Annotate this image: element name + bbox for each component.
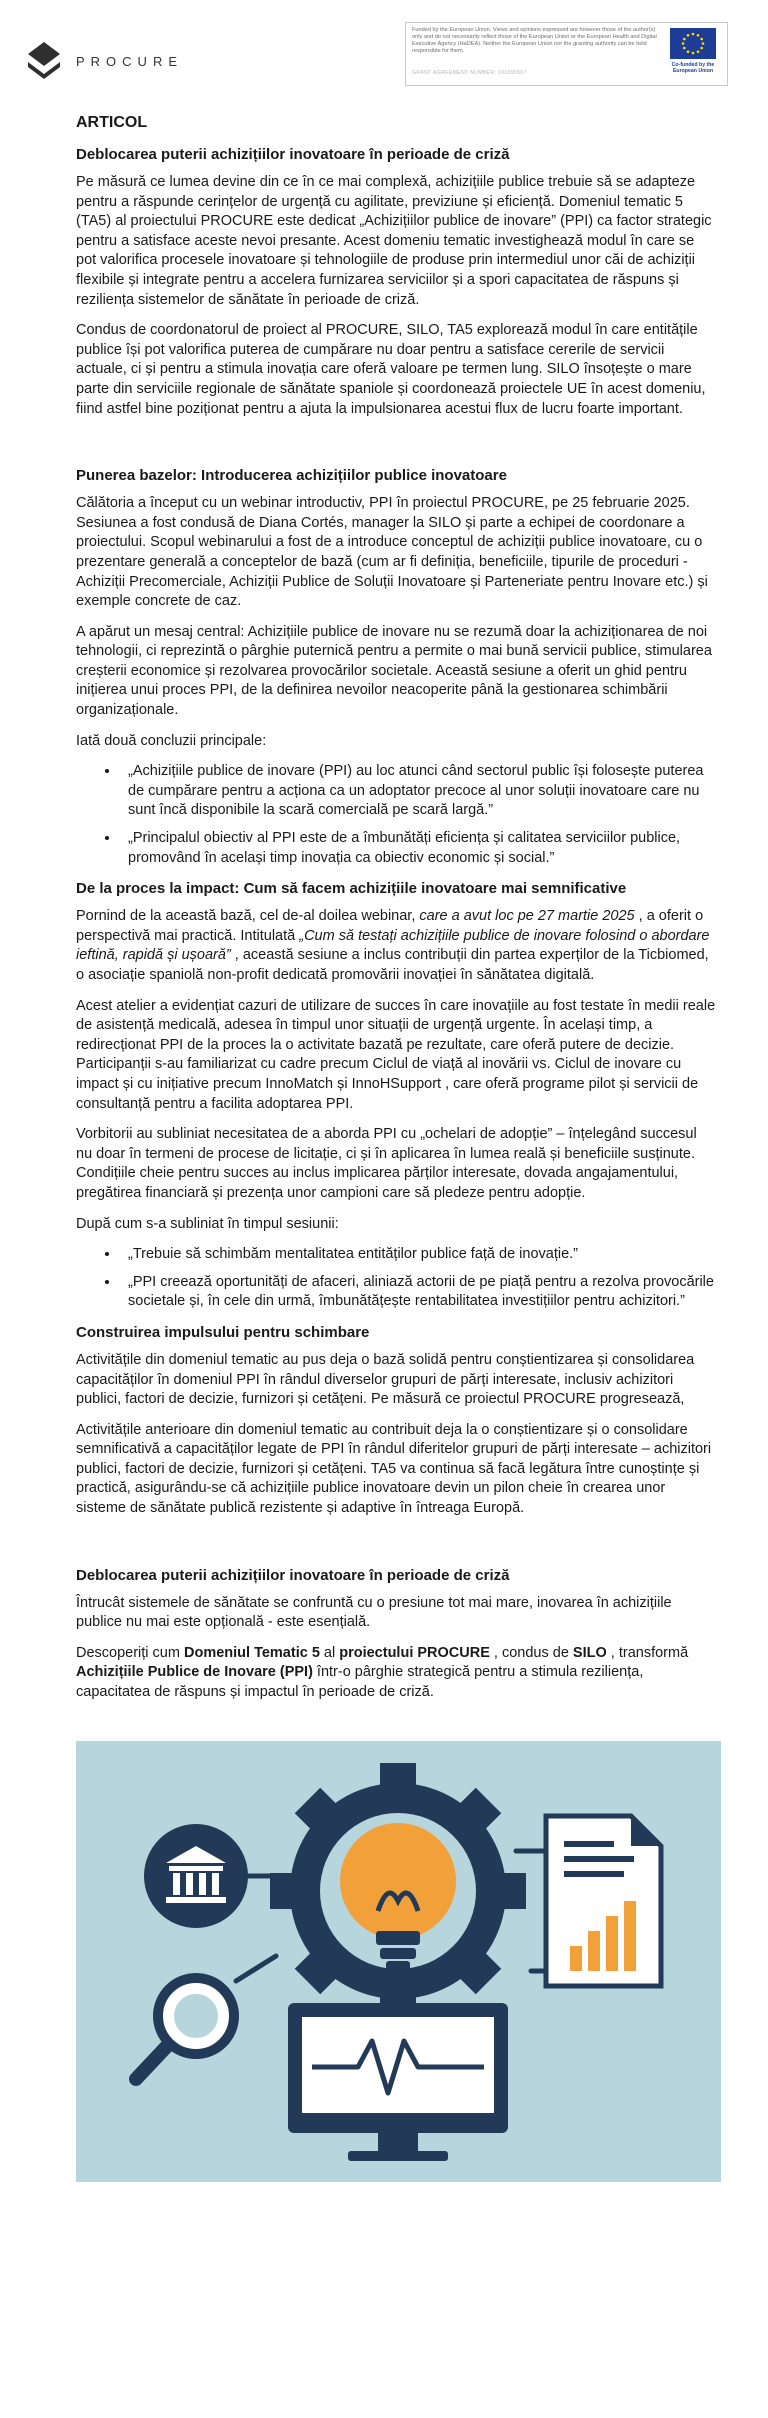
- text-run: , condus de: [489, 1644, 573, 1661]
- text-run: într-o pârghie strategică pentru a stimula reziliența, capacitatea de răspuns și impactul în perioade de criză.: [76, 1664, 644, 1701]
- list-item: • „Trebuie să schimbăm mentalitatea entităților publice față de inovație.”: [120, 1245, 716, 1265]
- spacer: [76, 430, 716, 466]
- text-run: , transformă: [606, 1644, 689, 1661]
- text-run: , această sesiune a inclus contribuții din partea experților de la Ticbiomed, o asociație spaniolă non-profit dedicată promovării inovației în sănătatea digitală.: [76, 947, 709, 983]
- list-item: • „Principalul obiectiv al PPI este de a îmbunătăți eficiența și calitatea serviciilor publice, promovând în același timp inovația ca obiectiv economic și social.”: [120, 829, 716, 868]
- procure-logo[interactable]: [24, 40, 183, 80]
- section-paragraph: Activitățile din domeniul tematic au pus deja o bază solidă pentru conștientizarea și consolidarea capacităților în domeniul PPI în rândul diverselor grupuri de părți interesate, inclusiv achizitori publici, factori de decizie, furnizori și cetățeni. Pe măsură ce proiectul PROCURE progresează,: [76, 1351, 695, 1408]
- closing-heading: Deblocarea puterii achizițiilor inovatoare în perioade de criză: [76, 1566, 510, 1584]
- bold-run: Achizițiile Publice de Inovare (PPI): [76, 1664, 313, 1681]
- list-item: • „Achizițiile publice de inovare (PPI) au loc atunci când sectorul public își folosește puterea de cumpărare pentru a acționa ca un adoptator precoce al unor soluții inovatoare care nu sunt încă disponibile la scară comercială pe scară largă.”: [120, 762, 716, 821]
- text-run: Pornind de la această bază, cel de-al doilea webinar,: [76, 908, 420, 925]
- eu-emblem: [667, 28, 719, 74]
- section-heading: De la proces la impact: Cum să facem achizițiile inovatoare mai semnificative: [76, 880, 627, 898]
- intro-paragraph: Condus de coordonatorul de proiect al PROCURE, SILO, TA5 explorează modul în care entitățile publice își pot valorifica puterea de cumpărare nu doar pentru a satisface cererile de servicii actuale, ci și pentru a stimula inovația care oferă valoare pe termen lung. SILO însoțește o mare parte din serviciile regionale de sănătate spaniole și coordonează proiectele UE în acest domeniu, fiind astfel bine poziționat pentru a ajuta la impulsionarea acestui flux de lucru foarte important.: [76, 322, 706, 417]
- bold-run: Domeniul Tematic 5: [183, 1644, 320, 1661]
- section-paragraph: Acest atelier a evidențiat cazuri de utilizare de succes în care inovațiile au fost testate în medii reale de asistență medicală, adesea în timpul unor situații de urgență urgente. În același timp, a redirecționat PPI de la proces la o activitate bazată pe rezultate, care oferă putere de decizie. Participanții s-au familiarizat cu cadre precum Ciclul de viață al inovării vs. Ciclul de inovare cu impact și cu inițiative precum InnoMatch și InnoHSupport , care oferă programe pilot și servicii de consultanță pentru a facilita adoptarea PPI.: [76, 997, 716, 1112]
- bold-run: proiectului PROCURE: [339, 1644, 490, 1661]
- closing-paragraph: Întrucât sistemele de sănătate se confruntă cu o presiune tot mai mare, inovarea în achizițiile publice nu mai este opțională - este esențială.: [76, 1594, 672, 1631]
- section-heading: Construirea impulsului pentru schimbare: [76, 1323, 370, 1341]
- list-item: • „PPI creează oportunități de afaceri, aliniază actorii de pe piață pentru a rezolva provocările societale și, în cele din urmă, îmbunătățește rentabilitatea investițiilor pentru achizitori.”: [120, 1273, 716, 1312]
- monitor-pulse-icon: [288, 2003, 508, 2161]
- text-run: al: [319, 1644, 340, 1661]
- institution-icon: [144, 1824, 248, 1928]
- eu-flag-icon: [670, 28, 716, 59]
- section-paragraph: Călătoria a început cu un webinar introductiv, PPI în proiectul PROCURE, pe 25 februarie 2025. Sesiunea a fost condusă de Diana Cortés, manager la SILO și parte a echipei de coordonare a proiectului. Scopul webinarului a fost de a introduce conceptul de achiziții publice inovatoare, cu o prezentare generală a conceptelor de bază (cum ar fi definiția, beneficiile, tipurile de proceduri - Achiziții Precomerciale, Achiziții Publice de Soluții Inovatoare și Parteneriate pentru Inovare etc.) și exemple concrete de caz.: [76, 495, 708, 610]
- article-title: Deblocarea puterii achizițiilor inovatoare în perioade de criză: [76, 146, 510, 163]
- section-paragraph: Vorbitorii au subliniat necesitatea de a aborda PPI cu „ochelari de adopție” – înțelegând succesul nu doar în termeni de procese de licitație, ci și în aplicarea în lumea reală și beneficiile susținute. Condițiile cheie pentru succes au inclus implicarea părților interesate, dovada angajamentului, pregătirea financiară și prezența unor campioni care să pledeze pentru adopție.: [76, 1126, 697, 1201]
- article: [76, 113, 716, 2182]
- closing-paragraph: [76, 1644, 716, 1703]
- conclusions-list: [76, 762, 716, 868]
- list-intro: După cum s-a subliniat în timpul sesiunii:: [76, 1215, 339, 1232]
- bold-run: SILO: [572, 1644, 607, 1661]
- section-paragraph: [76, 907, 716, 985]
- text-run: , a oferit o perspectivă mai practică. Intitulată: [76, 908, 704, 944]
- section-paragraph: Activitățile anterioare din domeniul tematic au contribuit deja la o conștientizare și o consolidare semnificativă a capacităților legate de PPI în rândul diferitelor grupuri de părți interesate – achizitori publici, factori de decizie, furnizori și cetățeni. TA5 va continua să facă legătura între cunoștințe și practică, asigurându-se că achizițiile publice inovatoare devin un pilon cheie în crearea unor sisteme de sănătate publică rezistente și adaptive în întreaga Europă.: [76, 1421, 712, 1517]
- grant-agreement: GRANT AGREEMENT NUMBER: 101095507: [412, 70, 527, 76]
- article-label: ARTICOL: [76, 114, 148, 131]
- report-chart-icon: [546, 1816, 661, 1986]
- brand-name: PROCURE: [76, 53, 184, 69]
- innovation-illustration: [76, 1741, 721, 2182]
- quotes-list: [76, 1245, 716, 1312]
- cofunded-label: Co-funded by the European Union: [671, 62, 715, 75]
- webinar-title: „Cum să testați achizițiile publice de inovare folosind o abordare ieftină, rapidă și ușoară”: [76, 927, 710, 964]
- header: [0, 0, 768, 100]
- eu-funding-notice: [405, 22, 728, 86]
- text-run: Descoperiți cum: [76, 1644, 184, 1661]
- spacer: [76, 1714, 716, 1741]
- magnifier-icon: [136, 1978, 234, 2079]
- list-intro: Iată două concluzii principale:: [76, 732, 267, 749]
- intro-paragraph: Pe măsură ce lumea devine din ce în ce mai complexă, achizițiile publice trebuie să se adapteze pentru a răspunde cerințelor de urgență cu agilitate, previziune și eficiență. Domeniul tematic 5 (TA5) al proiectului PROCURE este dedicat „Achizițiilor publice de inovare” (PPI) ca factor strategic pentru a satisface aceste nevoi presante. Acest domeniu tematic investighează modul în care se pot valorifica procesele inovatoare și tehnologiile de produse prin intermediul unor căi de achiziții flexibile și integrate pentru a accelera furnizarea serviciilor și a spori capacitatea de răspuns și reziliența sistemelor de sănătate în perioade de criză.: [76, 174, 712, 308]
- eu-disclaimer: Funded by the European Union. Views and opinions expressed are however those of the author(s) only and do not necessarily reflect those of the European Union or the European Health and Digital Executive Agency (HaDEA). Neither the European Union nor the granting authority can be held responsible for them.: [412, 27, 657, 54]
- spacer: [76, 1530, 716, 1566]
- procure-logo-icon: [24, 40, 64, 80]
- webinar-date: care a avut loc pe 27 martie 2025: [419, 908, 635, 925]
- section-heading: Punerea bazelor: Introducerea achizițiilor publice inovatoare: [76, 467, 507, 485]
- section-paragraph: A apărut un mesaj central: Achizițiile publice de inovare nu se rezumă doar la achiziționarea de noi tehnologii, ci reprezintă o pârghie puternică pentru a permite o mai bună servicii publice, stimularea creșterii economice și rezolvarea provocărilor societale. Această sesiune a oferit un ghid pentru inițierea unui proces PPI, de la definirea nevoilor neacoperite până la gestionarea schimbării organizaționale.: [76, 623, 712, 719]
